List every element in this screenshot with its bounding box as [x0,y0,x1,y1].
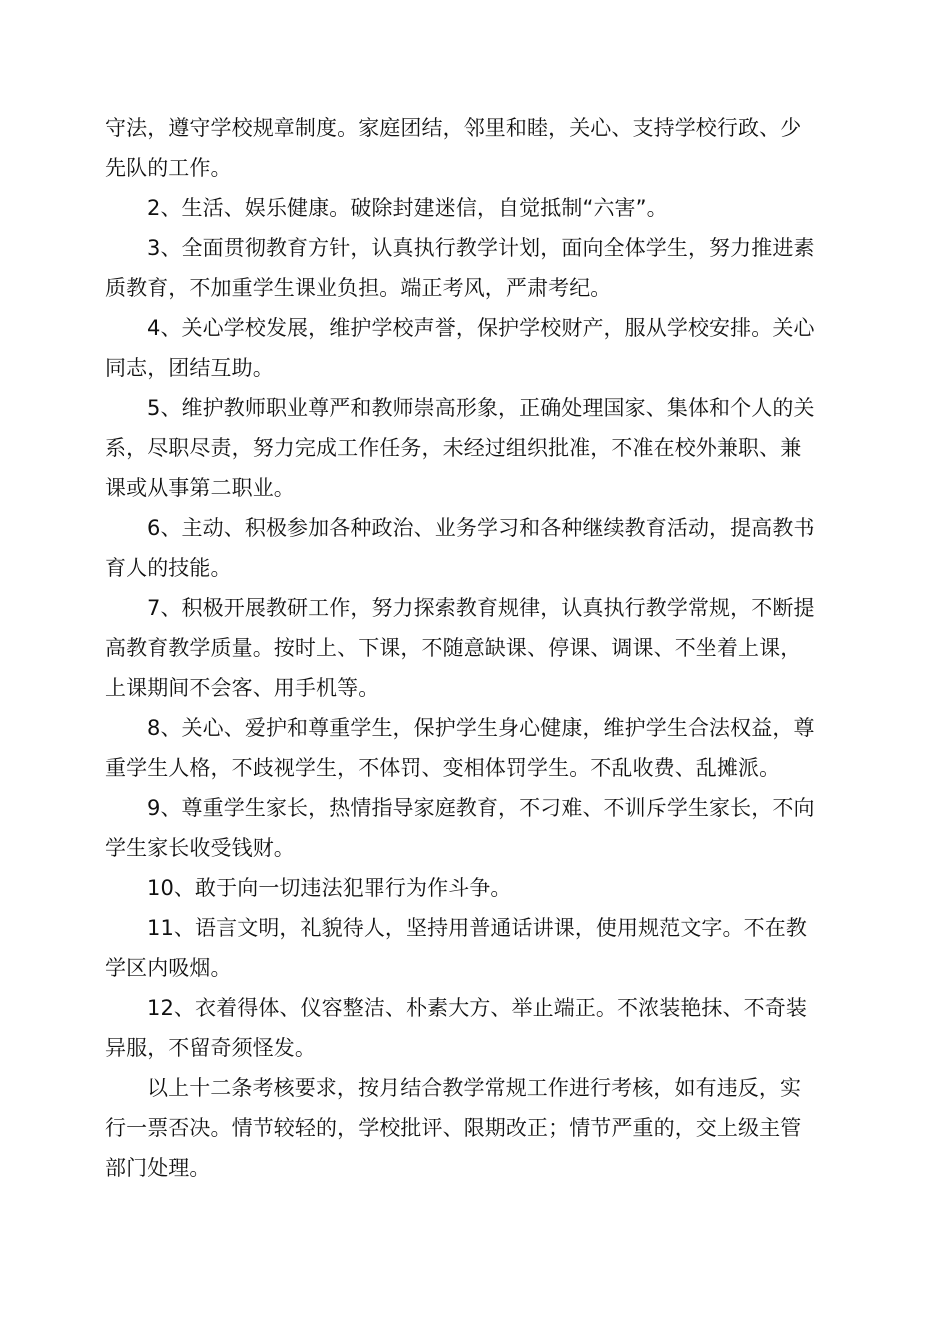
paragraph [105,708,857,788]
paragraph-line: 异服，不留奇须怪发。 [105,1036,316,1060]
paragraph [105,308,857,388]
paragraph [105,868,857,908]
paragraph [105,788,857,868]
paragraph-line: 5、维护教师职业尊严和教师崇高形象，正确处理国家、集体和个人的关 [147,396,815,420]
paragraph [105,508,857,588]
paragraph [105,588,857,708]
paragraph-line: 同志，团结互助。 [105,356,274,380]
paragraph-line: 10、敢于向一切违法犯罪行为作斗争。 [147,876,512,900]
paragraph-line: 系，尽职尽责，努力完成工作任务，未经过组织批准，不准在校外兼职、兼 [105,436,802,460]
paragraph-line: 7、积极开展教研工作，努力探索教育规律，认真执行教学常规，不断提 [147,596,815,620]
paragraph-line: 学区内吸烟。 [105,956,232,980]
paragraph-line: 11、语言文明，礼貌待人，坚持用普通话讲课，使用规范文字。不在教 [147,916,807,940]
paragraph [105,388,857,508]
paragraph [105,908,857,988]
paragraph-line: 2、生活、娱乐健康。破除封建迷信，自觉抵制“六害”。 [147,196,668,220]
paragraph [105,108,857,188]
paragraph-list [105,108,857,1188]
paragraph [105,1068,857,1188]
paragraph-line: 以上十二条考核要求，按月结合教学常规工作进行考核，如有违反，实 [147,1076,802,1100]
paragraph-line: 6、主动、积极参加各种政治、业务学习和各种继续教育活动，提高教书 [147,516,815,540]
paragraph-line: 重学生人格，不歧视学生，不体罚、变相体罚学生。不乱收费、乱摊派。 [105,756,781,780]
paragraph-line: 3、全面贯彻教育方针，认真执行教学计划，面向全体学生，努力推进素 [147,236,815,260]
paragraph-line: 行一票否决。情节较轻的，学校批评、限期改正；情节严重的，交上级主管 [105,1116,802,1140]
paragraph [105,228,857,308]
paragraph [105,988,857,1068]
document-page [105,108,857,1188]
paragraph-line: 课或从事第二职业。 [105,476,295,500]
paragraph-line: 育人的技能。 [105,556,232,580]
paragraph-line: 守法，遵守学校规章制度。家庭团结，邻里和睦，关心、支持学校行政、少 [105,116,802,140]
paragraph-line: 上课期间不会客、用手机等。 [105,676,380,700]
paragraph-line: 9、尊重学生家长，热情指导家庭教育，不刁难、不训斥学生家长，不向 [147,796,815,820]
paragraph-line: 4、关心学校发展，维护学校声誉，保护学校财产，服从学校安排。关心 [147,316,815,340]
paragraph-line: 12、衣着得体、仪容整洁、朴素大方、举止端正。不浓装艳抹、不奇装 [147,996,807,1020]
paragraph-line: 质教育，不加重学生课业负担。端正考风，严肃考纪。 [105,276,612,300]
paragraph-line: 8、关心、爱护和尊重学生，保护学生身心健康，维护学生合法权益，尊 [147,716,815,740]
paragraph [105,188,857,228]
paragraph-line: 学生家长收受钱财。 [105,836,295,860]
paragraph-line: 部门处理。 [105,1156,211,1180]
paragraph-line: 先队的工作。 [105,156,232,180]
paragraph-line: 高教育教学质量。按时上、下课，不随意缺课、停课、调课、不坐着上课， [105,636,802,660]
